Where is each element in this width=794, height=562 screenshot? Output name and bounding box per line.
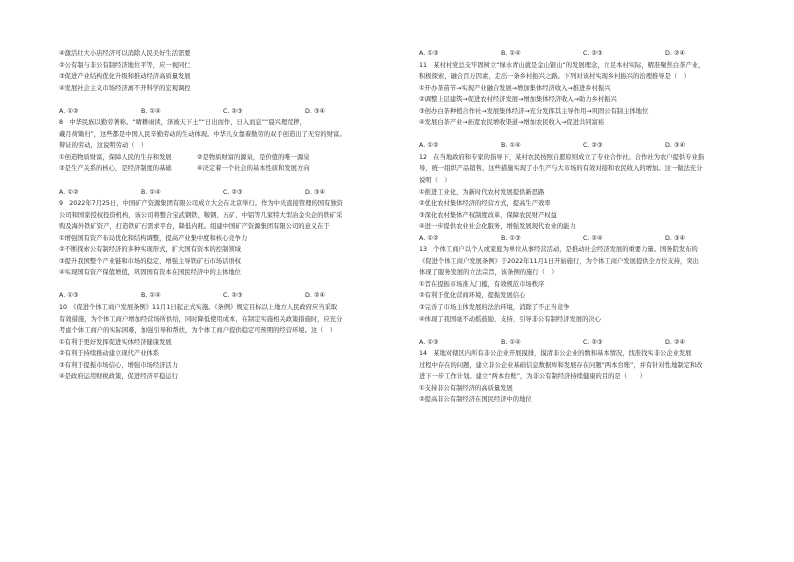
answer-choices bbox=[419, 140, 759, 152]
answer-option: B. ①④ bbox=[141, 292, 161, 300]
answer-option: D. ②④ bbox=[665, 50, 686, 57]
right-text-line: 导，统一组织产品销售。这些措施实现了小生产与大市场的有效对接和农民收入的增加。这一做法充分 bbox=[419, 165, 703, 173]
answer-choices bbox=[419, 48, 759, 60]
right-text-line: 《促进个体工商户发展条例》于2022年11月1日开始施行，为个体工商户发展提供全方位支持，突出 bbox=[419, 257, 699, 265]
right-text-line: 13 个体工商户以个人或家庭为单位从事经营活动，是推动社会经济发展的重要力量。国务院发布的 bbox=[419, 246, 698, 254]
left-text-line: ④实现国有资产保值增值，巩固国有资本在国民经济中的主体地位 bbox=[59, 269, 241, 277]
right-text-line: 说明（ ） bbox=[419, 177, 451, 185]
left-text-line: ③有利于提振市场信心，增强市场经济活力 bbox=[59, 361, 178, 369]
right-text-line: ②调整上层建筑→促进农村经济发展→增加集体经济收入→助力乡村振兴 bbox=[419, 96, 617, 104]
spacer bbox=[419, 129, 759, 141]
spacer bbox=[419, 325, 759, 337]
answer-option: D. ③④ bbox=[665, 142, 686, 150]
left-column bbox=[59, 48, 399, 383]
right-text-line: ①旨在提振市场准入门槛，有效规范市场秩序 bbox=[419, 280, 545, 288]
left-text-line: 8 中华民族以勤劳著称。“晴耕雨读，泽被天下土”“日出而作，日入而息”“晨兴理荒秽， bbox=[59, 119, 307, 127]
left-text-line: 购及海外铁矿资产，打造铁矿石需求平台，降低内耗。组建中国矿产资源集团有限公司的意义在于 bbox=[59, 223, 330, 231]
answer-choices bbox=[59, 290, 399, 302]
right-text-line: ①推进工业化，为新时代农村发展提供新思路 bbox=[419, 188, 545, 196]
left-text-line: ④发展社会主义市场经济离不开科学的宏观调控 bbox=[59, 84, 191, 92]
right-text-line: ④进一步提供农业社会化服务，增强发展现代农业的能力 bbox=[419, 223, 576, 231]
answer-option: C. ②③ bbox=[583, 142, 603, 150]
left-text-line: ④是政府运用财税政策，促进经济平稳运行 bbox=[59, 373, 178, 381]
answer-choices bbox=[419, 233, 759, 245]
right-text-line: 11 某村村党总支牢固树立“绿水青山就是金山银山”的发展理念，立足本村实际，精准聚焦白茶产业， bbox=[419, 61, 705, 69]
left-text-line: ①有利于更好发挥促进实体经济健康发展 bbox=[59, 338, 172, 346]
left-text-line: ②公有制与非公有制经济地位平等，应一视同仁 bbox=[59, 61, 191, 69]
left-text-line: 辩证的劳动，这说明劳动（ ） bbox=[59, 142, 148, 150]
answer-option: B. ①④ bbox=[501, 142, 521, 150]
answer-option: A. ①② bbox=[419, 234, 439, 242]
answer-option: A. ①③ bbox=[419, 338, 439, 346]
left-text-line: ②有利于持续推动建立现代产业体系 bbox=[59, 350, 160, 358]
right-text-line: 14 某地对辖区内所有非公企业开展摸排，摸清非公企业的数和基本情况，找准找实非公企业发展 bbox=[419, 350, 692, 358]
right-text-line: ③深化农村集体产权制度改革，保障农民财产权益 bbox=[419, 211, 557, 219]
right-column bbox=[419, 48, 759, 406]
left-text-line: ③促进产业结构优化升级和推动经济高质量发展 bbox=[59, 73, 191, 81]
spacer bbox=[59, 279, 399, 291]
answer-option: A. ①③ bbox=[419, 50, 439, 57]
right-text-line: ②优化农村集体经济的经营方式，提高生产效率 bbox=[419, 200, 551, 208]
answer-option: D. ③④ bbox=[305, 188, 326, 196]
right-text-line: 进下一步工作计划。建立“两本台账”，为非公有制经济持续健康的目的是（ ） bbox=[419, 373, 646, 381]
right-text-line: 体现了服务发展的立法宗旨，该条例的施行（ ） bbox=[419, 269, 558, 277]
answer-option: D. ②④ bbox=[665, 338, 686, 346]
answer-option: A. ①③ bbox=[59, 292, 79, 300]
answer-option: D. ②④ bbox=[305, 292, 326, 300]
answer-option: C. ②③ bbox=[223, 292, 243, 300]
right-text-line: ①开办茶苗节→实现产业融合发展→增加集体经济收入→推进乡村振兴 bbox=[419, 84, 611, 92]
left-text-line: ①创造物质财富，保障人民的生存和发展 ②是物质财富的源泉，是价值的唯一源泉 bbox=[59, 153, 310, 161]
right-text-line: 积极探索，融合百万因素，走出一条乡村振兴之路。下列对该村实现乡村振兴的治理推导是（ ） bbox=[419, 73, 690, 81]
right-text-line: ④发展白茶产业→拓宽农民增收渠道→增加农民收入→促进共同富裕 bbox=[419, 119, 605, 127]
answer-option: A. ①② bbox=[59, 188, 79, 196]
answer-option: B. ①④ bbox=[141, 188, 161, 196]
answer-option: C. ②③ bbox=[223, 107, 243, 115]
spacer bbox=[59, 94, 399, 106]
left-text-line: 考虑个体工商户的实际困难，加强引导和帮扶，为个体工商户提供稳定可预期的经营环境。这（ ） bbox=[59, 327, 337, 335]
right-text-line: ②有利于优化营商环境，提振发展信心 bbox=[419, 292, 526, 300]
answer-option: C. ②③ bbox=[583, 338, 603, 346]
answer-option: B. ①③ bbox=[501, 234, 521, 242]
left-text-line: ③提升我国整个产业链和市场的稳定，增强主导铁矿石市场话语权 bbox=[59, 257, 241, 265]
answer-option: C. ②③ bbox=[583, 50, 603, 57]
right-text-line: ①支持非公有制经济的高质量发展 bbox=[419, 384, 513, 392]
left-text-line: 戴月荷锄归”，这些都是中国人民辛勤劳动的生动体现。中华儿女靠着勤劳的双手创造出了无穷的财富。 bbox=[59, 130, 346, 138]
right-text-line: ②提高非公有制经济在国民经济中的地位 bbox=[419, 396, 532, 404]
answer-choices bbox=[419, 337, 759, 349]
answer-option: B. ①④ bbox=[141, 107, 161, 115]
answer-choices bbox=[59, 106, 399, 118]
answer-option: B. ①④ bbox=[501, 50, 521, 57]
left-text-line: ④激活壮大小店经济可以消除人民美好生活需要 bbox=[59, 50, 191, 57]
answer-option: C. ②③ bbox=[223, 188, 243, 196]
answer-option: A. ①② bbox=[419, 142, 439, 150]
left-text-line: 10 《促进个体工商户发展条例》11月1日起正式实施。《条例》规定目标以上地方人民政府应当采取 bbox=[59, 304, 338, 312]
left-text-line: ②不断探索公有制经济的多种实现形式，扩大国有资本的控制领域 bbox=[59, 246, 241, 254]
left-text-line: ③是生产关系的核心，是经济制度的基础 ④决定着一个社会的基本性质和发展方向 bbox=[59, 165, 310, 173]
left-text-line: 有效措施，为个体工商户增加经营场所供给，同时降低使用成本，在制定实施相关政策措施时，应充分 bbox=[59, 315, 343, 323]
left-text-line: 公司和国家授权投资机构，该公司将整合宝武钢铁、鞍钢、五矿、中铝等几家特大型冶金央企的铁矿采 bbox=[59, 211, 343, 219]
answer-option: D. ③④ bbox=[665, 234, 686, 242]
right-text-line: 12 在当地政府和专家的指导下，某村农民按照自愿原则成立了专业合作社。合作社为农户提供专业指 bbox=[419, 153, 705, 161]
answer-option: D. ③④ bbox=[305, 107, 326, 115]
answer-option: C. ②④ bbox=[583, 234, 603, 242]
answer-option: A. ①② bbox=[59, 107, 79, 115]
right-text-line: 过程中存在的问题，建立非公企业基础信息数据库和发展存在问题“两本台账”，并有针对性地制定和改 bbox=[419, 361, 703, 369]
answer-choices bbox=[59, 187, 399, 199]
left-text-line: ①增强国有资产布局优化和结构调整，提高产业集中度和核心竞争力 bbox=[59, 234, 248, 242]
right-text-line: ③创办白茶种植合作社→发展集体经济→充分发挥其主导作用→巩固公有制主体地位 bbox=[419, 107, 649, 115]
right-text-line: ③完善了市场主体发展的法治环境，消除了不正当竞争 bbox=[419, 304, 570, 312]
left-text-line: 9 2022年7月25日，中国矿产资源集团有限公司成立大会在北京举行。作为中央直接管理的国有独资 bbox=[59, 200, 343, 208]
right-text-line: ④体现了我国毫不动摇鼓励、支持、引导非公有制经济发展的决心 bbox=[419, 315, 601, 323]
answer-option: B. ①④ bbox=[501, 338, 521, 346]
spacer bbox=[59, 175, 399, 187]
